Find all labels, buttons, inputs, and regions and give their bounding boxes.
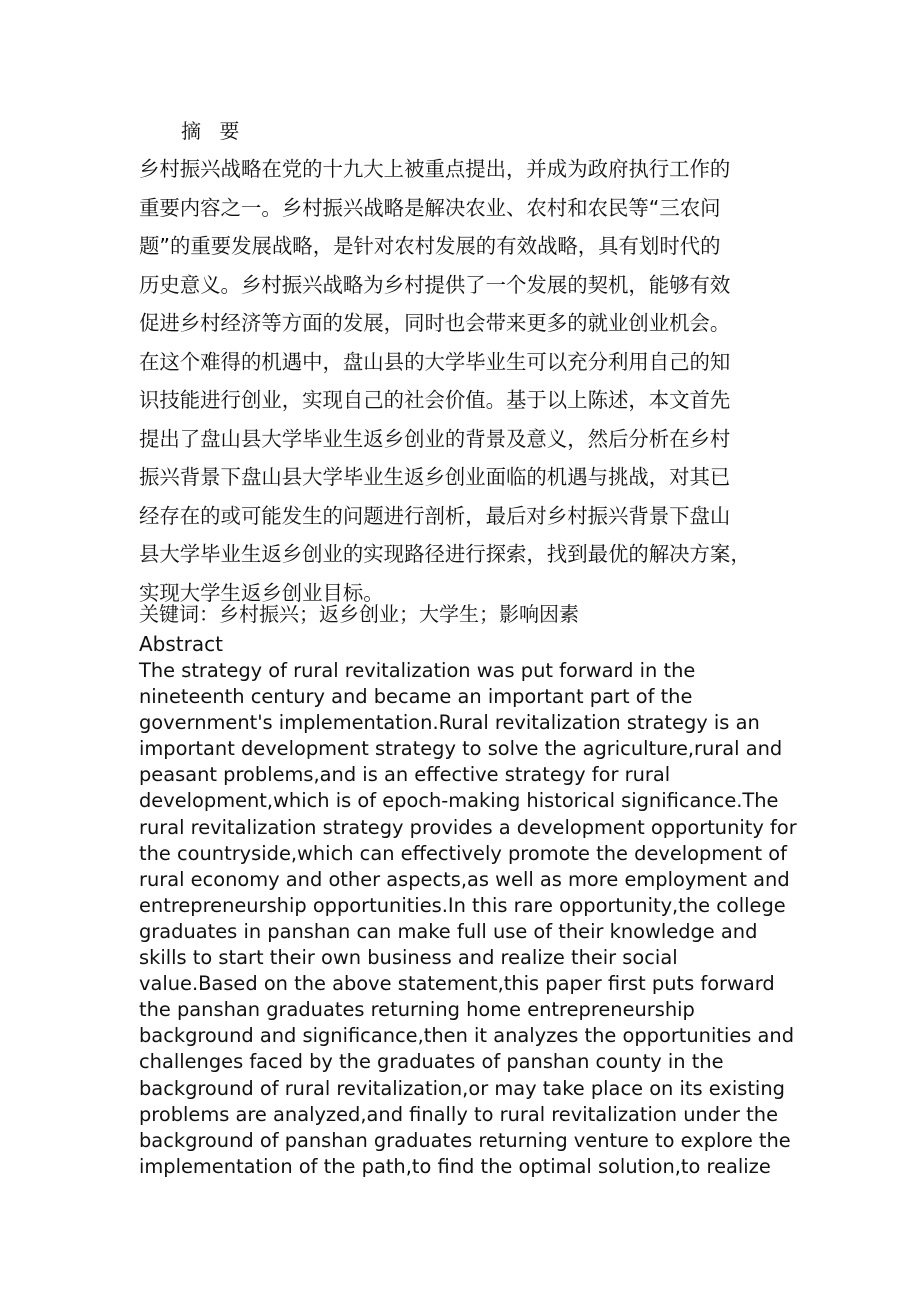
english-abstract-line: government's implementation.Rural revitalization strategy is an	[139, 711, 760, 735]
chinese-abstract-line: 重要内容之一。乡村振兴战略是解决农业、农村和农民等“三农问	[139, 195, 721, 220]
english-abstract-line: peasant problems,and is an effective strategy for rural	[139, 763, 671, 787]
chinese-abstract-body	[139, 150, 819, 612]
english-abstract-line: challenges faced by the graduates of panshan county in the	[139, 1050, 724, 1074]
abstract-title-zh: 摘 要	[181, 119, 246, 143]
english-abstract-body	[139, 658, 819, 1180]
chinese-abstract-line: 识技能进行创业，实现自己的社会价值。基于以上陈述，本文首先	[139, 388, 731, 412]
chinese-abstract-line: 实现大学生返乡创业目标。	[139, 580, 384, 605]
chinese-abstract-line: 乡村振兴战略在党的十九大上被重点提出，并成为政府执行工作的	[139, 157, 731, 181]
chinese-abstract-line: 在这个难得的机遇中，盘山县的大学毕业生可以充分利用自己的知	[139, 349, 731, 374]
english-abstract-line: problems are analyzed,and finally to rural revitalization under the	[139, 1102, 779, 1126]
abstract-heading-en: Abstract	[139, 632, 223, 656]
english-abstract-line: background and significance,then it analyzes the opportunities and	[139, 1024, 795, 1048]
chinese-abstract-line: 县大学毕业生返乡创业的实现路径进行探索，找到最优的解决方案，	[139, 542, 751, 566]
english-abstract-line: development,which is of epoch-making historical significance.The	[139, 789, 779, 813]
chinese-abstract-line: 振兴背景下盘山县大学毕业生返乡创业面临的机遇与挑战，对其已	[139, 465, 731, 489]
english-abstract-line: background of rural revitalization,or may take place on its existing	[139, 1076, 785, 1100]
english-abstract-line: background of panshan graduates returning venture to explore the	[139, 1128, 791, 1152]
english-abstract-line: nineteenth century and became an important part of the	[139, 685, 693, 709]
english-abstract-line: rural economy and other aspects,as well as more employment and	[139, 867, 790, 891]
english-abstract-line: rural revitalization strategy provides a development opportunity for	[139, 815, 797, 839]
chinese-abstract-line: 历史意义。乡村振兴战略为乡村提供了一个发展的契机，能够有效	[139, 272, 731, 297]
english-abstract-line: entrepreneurship opportunities.In this rare opportunity,the college	[139, 893, 786, 917]
english-abstract-line: skills to start their own business and realize their social	[139, 946, 678, 970]
english-abstract-line: value.Based on the above statement,this paper first puts forward	[139, 972, 775, 996]
english-abstract-line: the panshan graduates returning home entrepreneurship	[139, 998, 695, 1022]
chinese-abstract-line: 经存在的或可能发生的问题进行剖析，最后对乡村振兴背景下盘山	[139, 503, 731, 528]
english-abstract-line: implementation of the path,to find the optimal solution,to realize	[139, 1154, 771, 1178]
chinese-abstract-line: 提出了盘山县大学毕业生返乡创业的背景及意义，然后分析在乡村	[139, 426, 731, 451]
english-abstract-line: graduates in panshan can make full use of their knowledge and	[139, 919, 758, 943]
chinese-abstract-line: 促进乡村经济等方面的发展，同时也会带来更多的就业创业机会。	[139, 311, 731, 335]
keywords-line: 关键词：乡村振兴；返乡创业；大学生；影响因素	[139, 602, 579, 626]
english-abstract-line: important development strategy to solve the agriculture,rural and	[139, 737, 783, 761]
english-abstract-line: the countryside,which can effectively promote the development of	[139, 841, 787, 865]
english-abstract-line: The strategy of rural revitalization was put forward in the	[139, 659, 696, 682]
chinese-abstract-line: 题”的重要发展战略，是针对农村发展的有效战略，具有划时代的	[139, 234, 721, 258]
